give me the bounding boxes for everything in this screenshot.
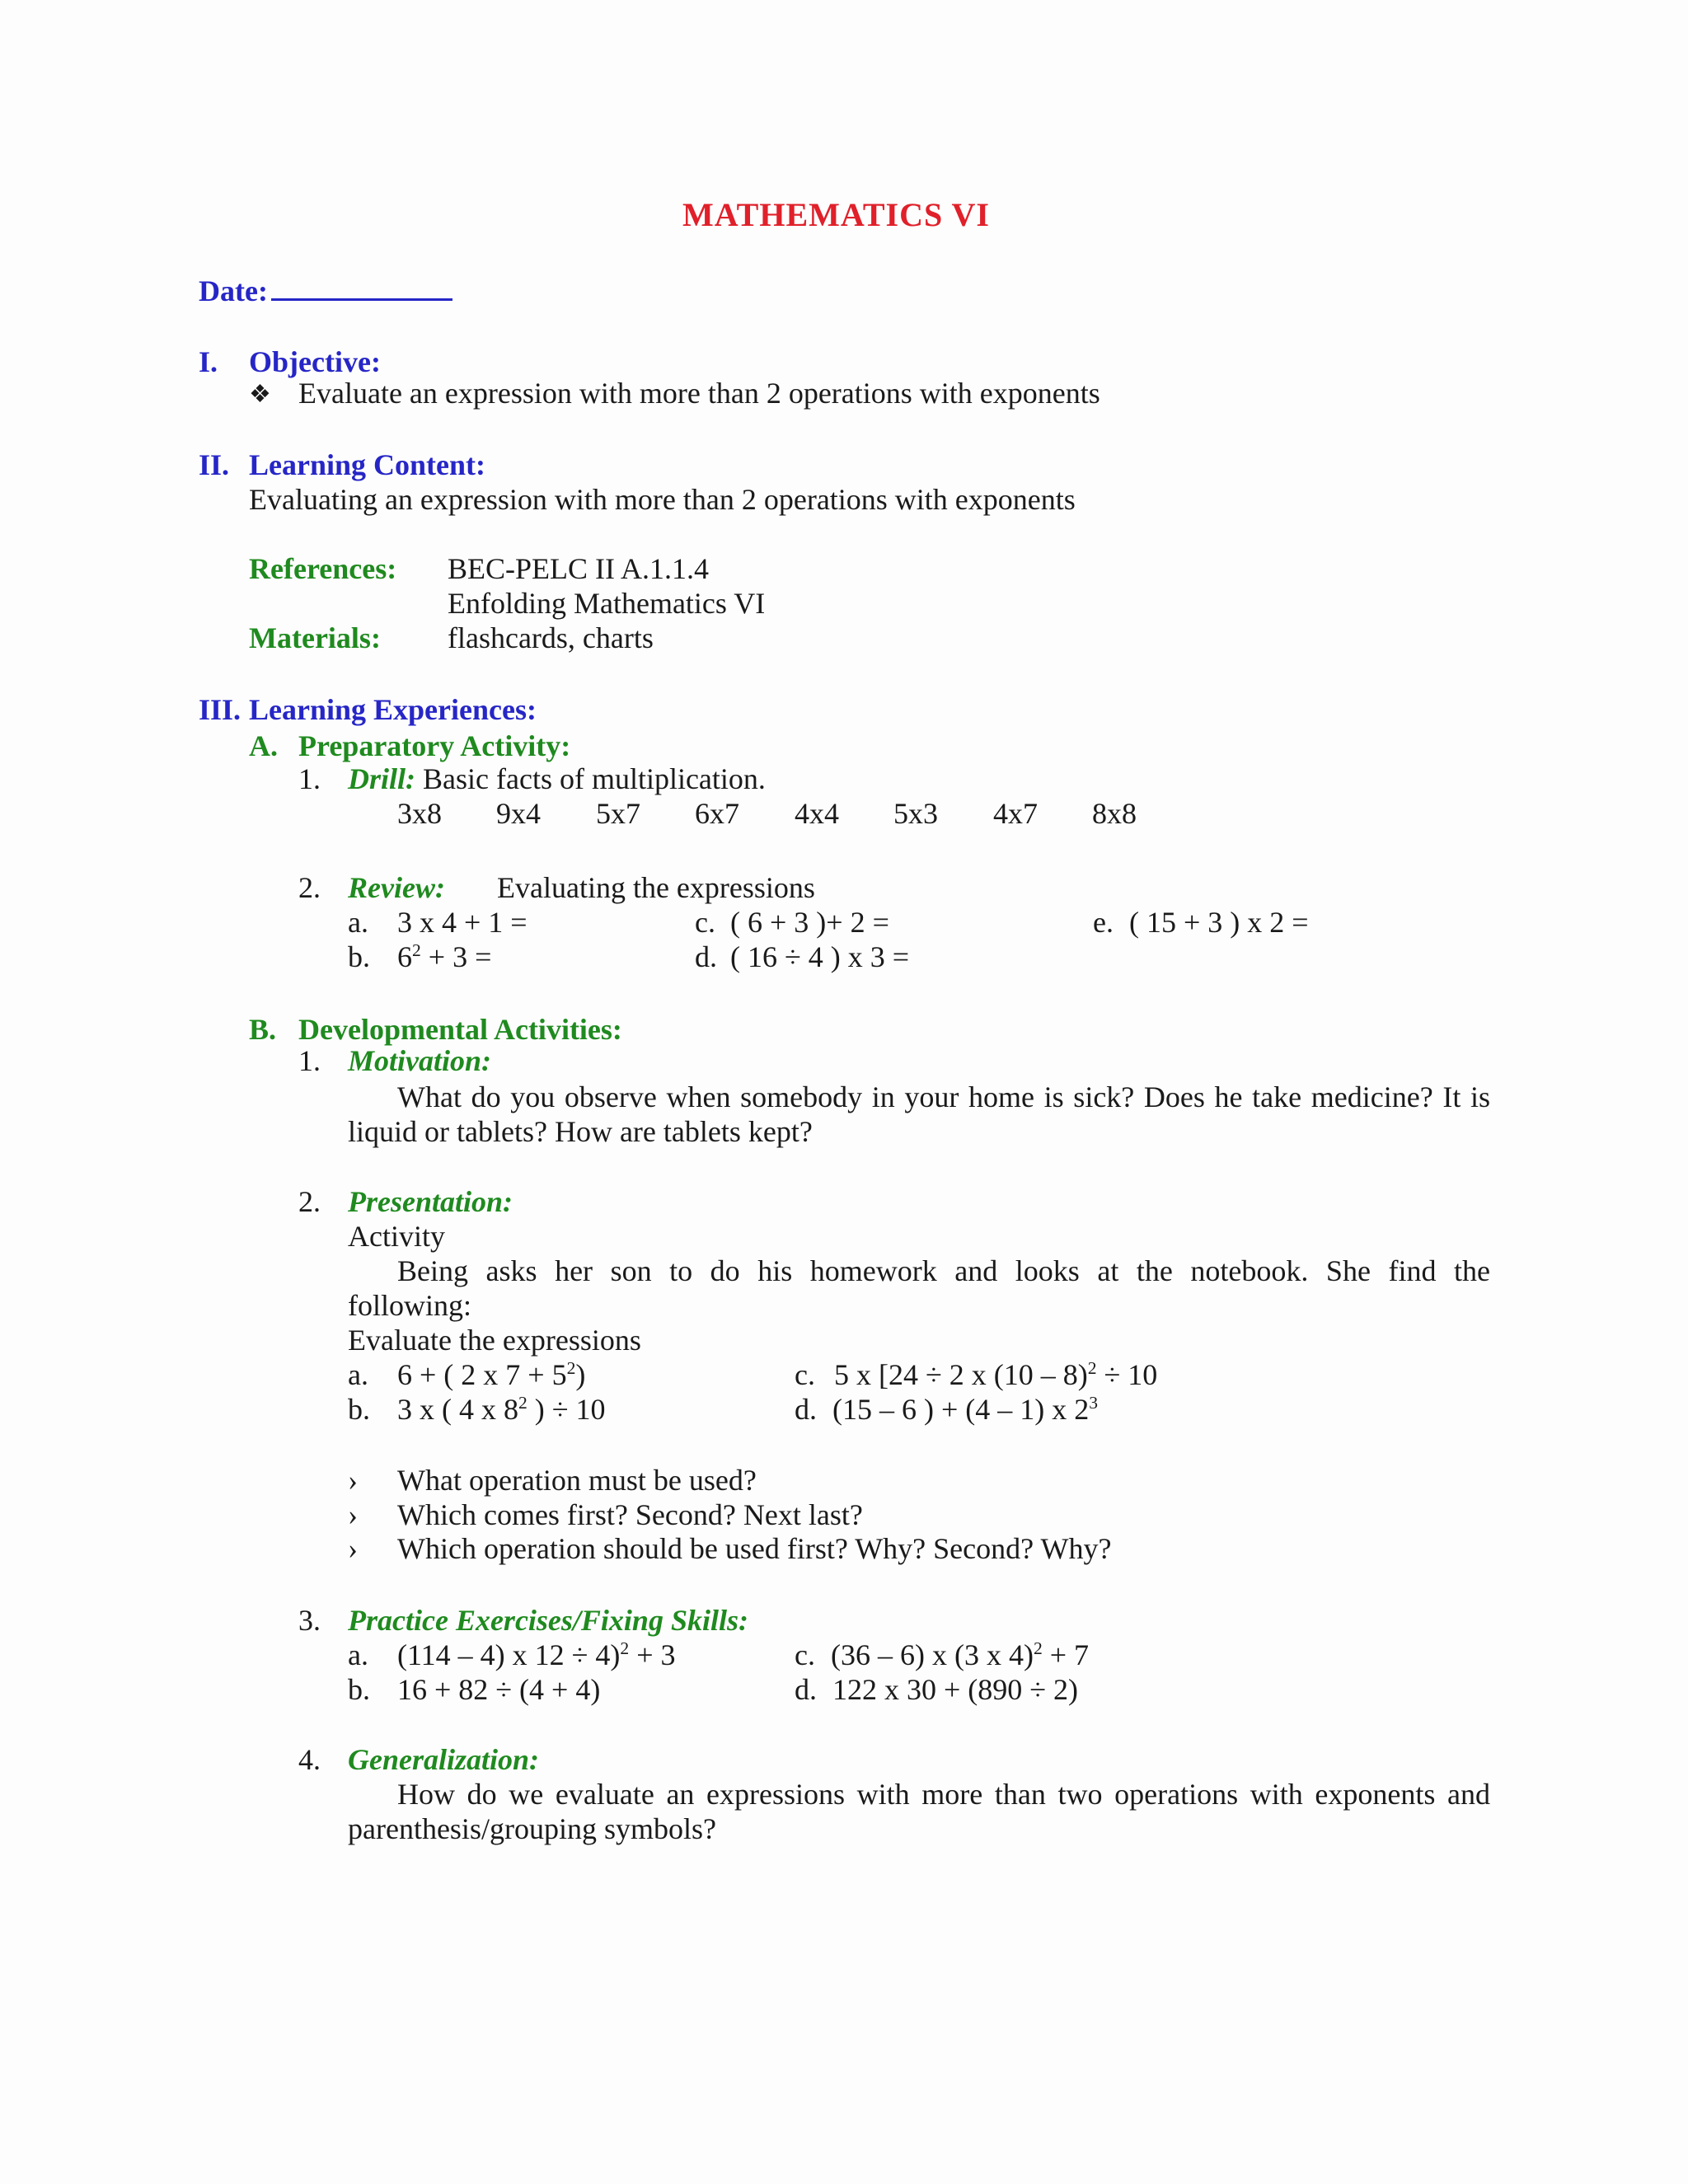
presentation-story: Being asks her son to do his homework and looks at the notebook. She find the following: — [348, 1254, 1490, 1322]
practice-title: Practice Exercises/Fixing Skills: — [348, 1604, 748, 1637]
generalization-title: Generalization: — [348, 1743, 540, 1776]
drill-title: Drill: — [348, 762, 416, 795]
drill-fact-6: 5x3 — [893, 797, 938, 830]
review-a-label: a. — [348, 906, 368, 939]
presentation-c-expr: 5 x [24 ÷ 2 x (10 – 8)$^2$ ÷ 10 — [834, 1358, 1158, 1391]
diamond-bullet-icon: ❖ — [249, 381, 271, 408]
practice-b-expr: 16 + 82 ÷ (4 + 4) — [397, 1673, 601, 1706]
reference-2: Enfolding Mathematics VI — [448, 587, 766, 620]
review-c-expr: ( 6 + 3 )+ 2 = — [730, 906, 889, 939]
section-ii-number: II. — [199, 448, 230, 481]
drill-line — [348, 762, 766, 796]
subsection-b-label: B. — [249, 1013, 277, 1046]
drill-fact-3: 5x7 — [596, 797, 640, 830]
review-b-label: b. — [348, 940, 370, 973]
review-d-expr: ( 16 ÷ 4 ) x 3 = — [730, 940, 910, 973]
objective-text: Evaluate an expression with more than 2 operations with exponents — [298, 377, 1100, 410]
practice-c-expr: (36 – 6) x (3 x 4)$^2$ + 7 — [831, 1638, 1090, 1671]
presentation-b-label: b. — [348, 1393, 370, 1426]
question-bullet-icon: › — [348, 1464, 358, 1497]
motivation-title: Motivation: — [348, 1044, 492, 1077]
drill-fact-4: 6x7 — [695, 797, 739, 830]
materials-label: Materials: — [249, 621, 381, 654]
generalization-text: How do we evaluate an expressions with more than two operations with exponents and parenthesis/grouping symbols? — [348, 1778, 1490, 1845]
practice-a-expr: (114 – 4) x 12 ÷ 4)$^2$ + 3 — [397, 1638, 676, 1671]
question-3: Which operation should be used first? Why? Second? Why? — [397, 1532, 1112, 1565]
practice-c-label: c. — [795, 1638, 815, 1671]
drill-fact-7: 4x7 — [993, 797, 1038, 830]
content-text: Evaluating an expression with more than 2 operations with exponents — [249, 483, 1076, 516]
presentation-b-expr: 3 x ( 4 x $8^2$ ) ÷ 10 — [397, 1393, 606, 1426]
materials-text: flashcards, charts — [448, 621, 654, 654]
question-1: What operation must be used? — [397, 1464, 757, 1497]
drill-number: 1. — [298, 762, 321, 795]
presentation-instruction: Evaluate the expressions — [348, 1324, 641, 1357]
presentation-activity: Activity — [348, 1220, 445, 1253]
reference-1: BEC-PELC II A.1.1.4 — [448, 552, 710, 585]
review-e-label: e. — [1093, 906, 1114, 939]
review-c-label: c. — [695, 906, 715, 939]
review-title: Review: — [348, 871, 445, 904]
review-e-expr: ( 15 + 3 ) x 2 = — [1129, 906, 1309, 939]
practice-a-label: a. — [348, 1638, 368, 1671]
section-iii-title: Learning Experiences: — [249, 693, 537, 726]
presentation-d-expr: (15 – 6 ) + (4 – 1) x $2^3$ — [832, 1393, 1099, 1426]
page-title: MATHEMATICS VI — [682, 196, 990, 233]
section-ii-title: Learning Content: — [249, 448, 485, 481]
generalization-number: 4. — [298, 1743, 321, 1776]
subsection-b-title: Developmental Activities: — [298, 1013, 622, 1046]
drill-fact-2: 9x4 — [496, 797, 541, 830]
references-label: References: — [249, 552, 397, 585]
drill-text: Basic facts of multiplication. — [423, 762, 766, 795]
question-bullet-icon: › — [348, 1532, 358, 1565]
practice-d-label: d. — [795, 1673, 817, 1706]
practice-d-expr: 122 x 30 + (890 ÷ 2) — [832, 1673, 1079, 1706]
presentation-a-expr: 6 + ( 2 x $7 + 5^2$) — [397, 1358, 586, 1391]
presentation-title: Presentation: — [348, 1185, 513, 1218]
question-bullet-icon: › — [348, 1498, 358, 1531]
date-label: Date: — [199, 274, 268, 307]
review-text: Evaluating the expressions — [497, 871, 815, 904]
review-a-expr: 3 x 4 + 1 = — [397, 906, 528, 939]
presentation-number: 2. — [298, 1185, 321, 1218]
motivation-number: 1. — [298, 1044, 321, 1077]
drill-fact-8: 8x8 — [1092, 797, 1137, 830]
motivation-text: What do you observe when somebody in your home is sick? Does he take medicine? It is liquid or tablets? How are tablets kept? — [348, 1080, 1490, 1148]
presentation-a-label: a. — [348, 1358, 368, 1391]
review-number: 2. — [298, 871, 321, 904]
review-b-expr: $6^2 + 3$ = — [397, 940, 492, 973]
presentation-d-label: d. — [795, 1393, 817, 1426]
subsection-a-label: A. — [249, 729, 278, 762]
drill-fact-1: 3x8 — [397, 797, 442, 830]
presentation-c-label: c. — [795, 1358, 815, 1391]
practice-number: 3. — [298, 1604, 321, 1637]
section-iii-number: III. — [199, 693, 241, 726]
section-i-title: Objective: — [249, 345, 381, 378]
question-2: Which comes first? Second? Next last? — [397, 1498, 863, 1531]
drill-fact-5: 4x4 — [795, 797, 839, 830]
date-blank — [271, 274, 452, 301]
subsection-a-title: Preparatory Activity: — [298, 729, 571, 762]
practice-b-label: b. — [348, 1673, 370, 1706]
section-i-number: I. — [199, 345, 218, 378]
review-d-label: d. — [695, 940, 717, 973]
date-line — [199, 274, 452, 308]
